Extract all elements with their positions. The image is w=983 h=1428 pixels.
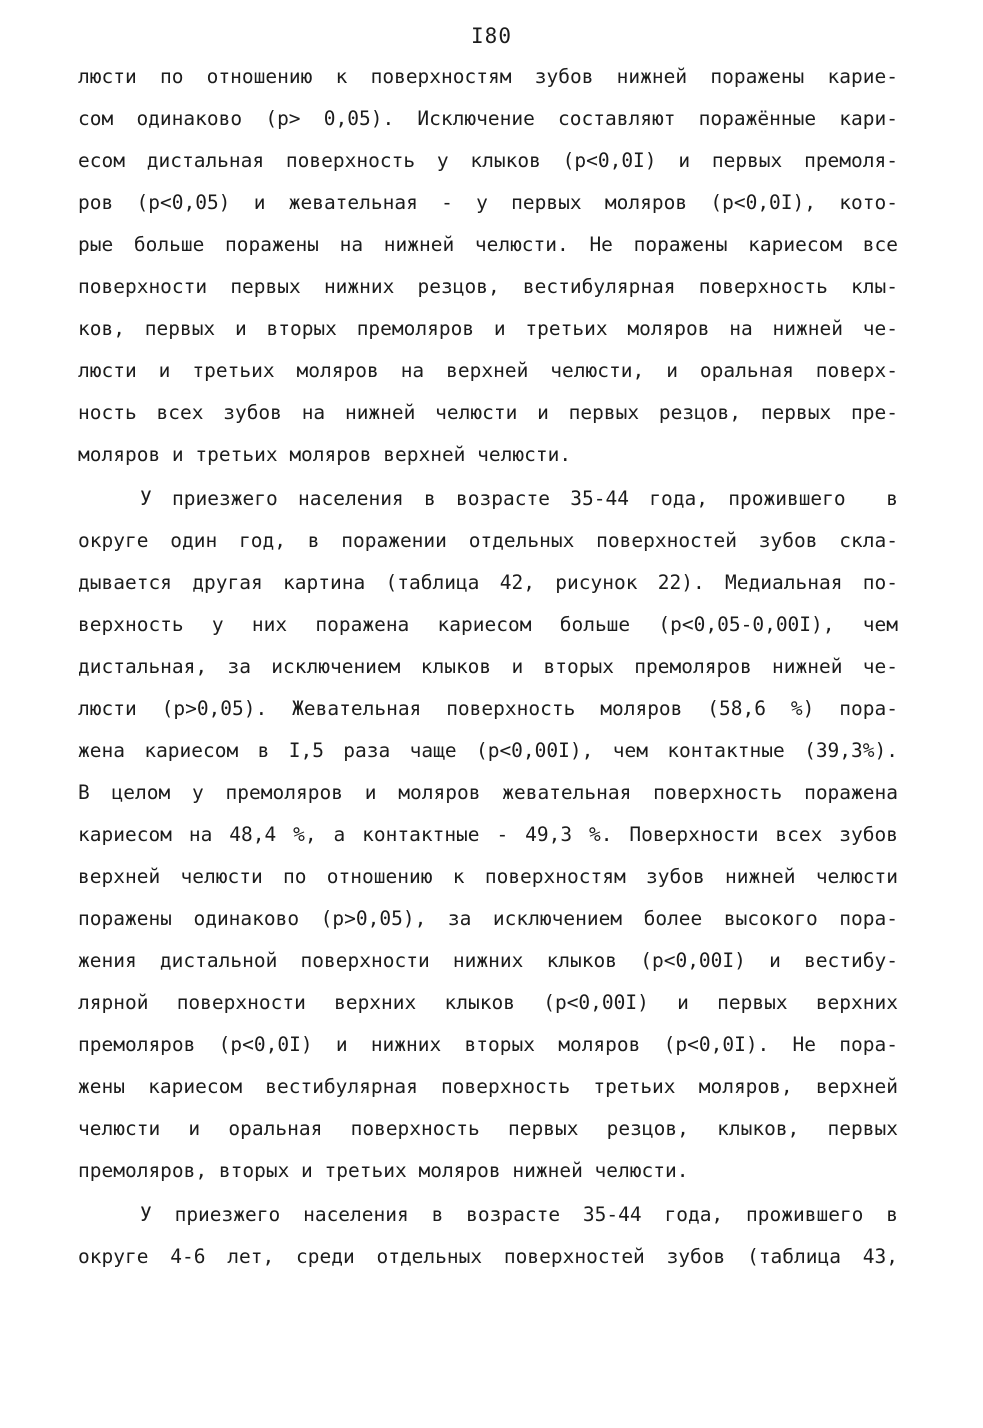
text-line: моляров и третьих моляров верхней челюсти.	[78, 443, 572, 466]
text-line: округе один год, в поражении отдельных поверхностей зубов скла-	[78, 529, 898, 552]
text-line: жения дистальной поверхности нижних клыков (р<0,00I) и вестибу-	[78, 949, 898, 972]
text-line: сом одинаково (р> 0,05). Исключение составляют поражённые кари-	[78, 107, 898, 130]
text-line: У приезжего населения в возрасте 35-44 года, прожившего в	[140, 1203, 898, 1226]
text-line: верхней челюсти по отношению к поверхностям зубов нижней челюсти	[78, 865, 898, 888]
text-line: округе 4-6 лет, среди отдельных поверхностей зубов (таблица 43,	[78, 1245, 898, 1268]
text-line: кариесом на 48,4 %, а контактные - 49,3 %. Поверхности всех зубов	[78, 823, 898, 846]
text-line: поверхности первых нижних резцов, вестибулярная поверхность клы-	[78, 275, 898, 298]
text-line: ность всех зубов на нижней челюсти и первых резцов, первых пре-	[78, 401, 898, 424]
text-line: ров (р<0,05) и жевательная - у первых моляров (р<0,0I), кото-	[78, 191, 898, 214]
text-line: рые больше поражены на нижней челюсти. Не поражены кариесом все	[78, 233, 898, 256]
text-line: У приезжего населения в возрасте 35-44 года, прожившего в	[140, 487, 898, 510]
text-line: ков, первых и вторых премоляров и третьих моляров на нижней че-	[78, 317, 898, 340]
text-line: премоляров (р<0,0I) и нижних вторых моляров (р<0,0I). Не пора-	[78, 1033, 898, 1056]
text-line: верхность у них поражена кариесом больше (р<0,05-0,00I), чем	[78, 613, 898, 636]
text-line: поражены одинаково (р>0,05), за исключением более высокого пора-	[78, 907, 898, 930]
text-line: есом дистальная поверхность у клыков (р<0,0I) и первых премоля-	[78, 149, 898, 172]
text-line: люсти и третьих моляров на верхней челюсти, и оральная поверх-	[78, 359, 898, 382]
text-line: дывается другая картина (таблица 42, рисунок 22). Медиальная по-	[78, 571, 898, 594]
text-line: люсти по отношению к поверхностям зубов нижней поражены карие-	[78, 65, 898, 88]
text-line: дистальная, за исключением клыков и вторых премоляров нижней че-	[78, 655, 898, 678]
text-line: лярной поверхности верхних клыков (р<0,00I) и первых верхних	[78, 991, 898, 1014]
text-line: премоляров, вторых и третьих моляров нижней челюсти.	[78, 1159, 689, 1182]
text-line: челюсти и оральная поверхность первых резцов, клыков, первых	[78, 1117, 898, 1140]
text-line: люсти (р>0,05). Жевательная поверхность моляров (58,6 %) пора-	[78, 697, 898, 720]
text-line: жены кариесом вестибулярная поверхность третьих моляров, верхней	[78, 1075, 898, 1098]
text-line: жена кариесом в I,5 раза чаще (р<0,00I), чем контактные (39,3%).	[78, 739, 898, 762]
page-number: I80	[471, 24, 512, 48]
text-line: В целом у премоляров и моляров жевательная поверхность поражена	[78, 781, 898, 804]
